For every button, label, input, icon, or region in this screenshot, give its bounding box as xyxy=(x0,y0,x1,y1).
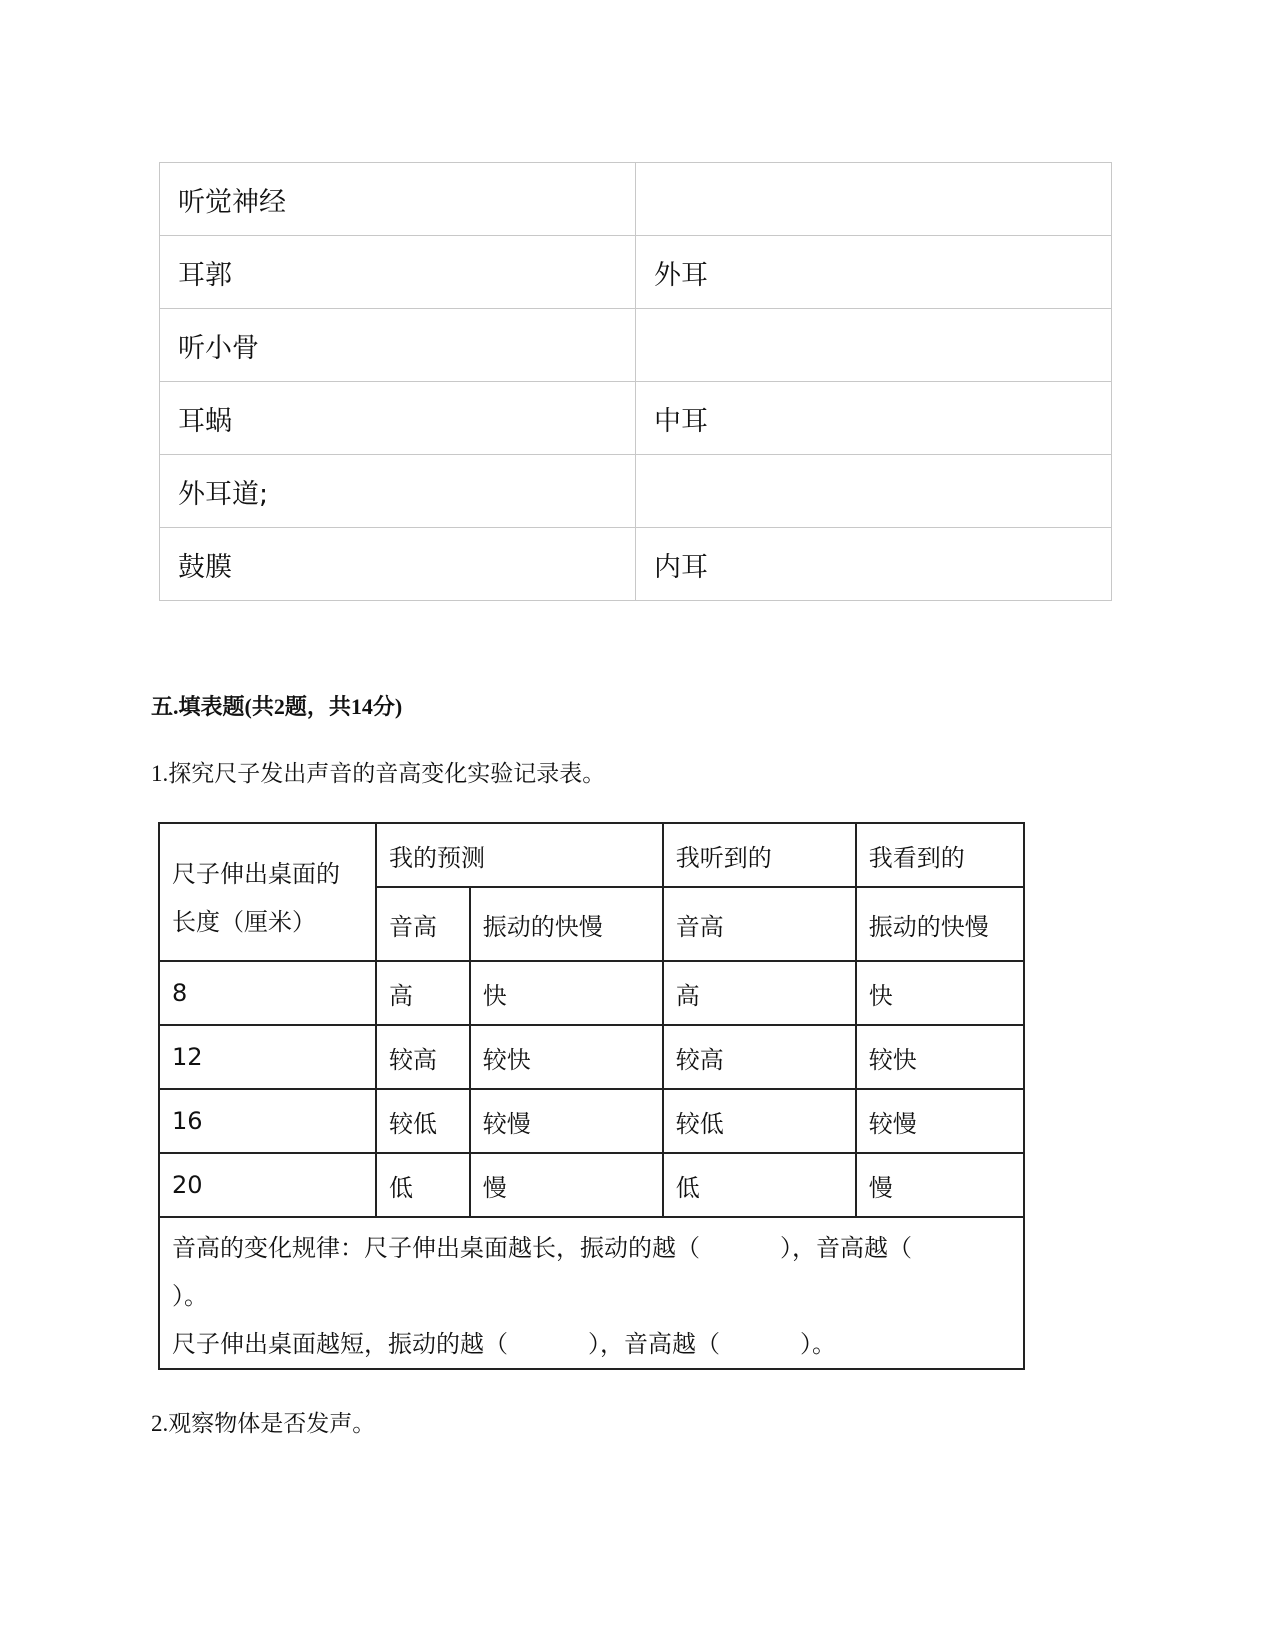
match-left-cell: 外耳道; xyxy=(160,455,636,528)
length-header-line1: 尺子伸出桌面的 xyxy=(172,860,340,888)
match-right-cell: 中耳 xyxy=(636,382,1112,455)
rule-line2-part2: ），音高越（ xyxy=(588,1330,720,1358)
pred-vibration-cell: 较快 xyxy=(470,1025,663,1089)
pred-vibration-cell: 快 xyxy=(470,961,663,1025)
table-row xyxy=(160,163,1112,236)
heard-header: 我听到的 xyxy=(663,823,856,887)
rule-line2-part1: 尺子伸出桌面越短，振动的越（ xyxy=(172,1330,508,1358)
experiment-record-table xyxy=(158,822,1025,1370)
match-left-cell: 鼓膜 xyxy=(160,528,636,601)
seen-vibration-cell: 慢 xyxy=(856,1153,1024,1217)
match-left-cell: 耳郭 xyxy=(160,236,636,309)
table-row xyxy=(160,455,1112,528)
heard-pitch-cell: 较低 xyxy=(663,1089,856,1153)
seen-header: 我看到的 xyxy=(856,823,1024,887)
heard-pitch-cell: 较高 xyxy=(663,1025,856,1089)
heard-pitch-cell: 高 xyxy=(663,961,856,1025)
rule-row xyxy=(159,1217,1024,1369)
pred-pitch-cell: 低 xyxy=(376,1153,470,1217)
pred-pitch-header: 音高 xyxy=(376,887,470,961)
table-row xyxy=(160,382,1112,455)
match-left-cell: 耳蜗 xyxy=(160,382,636,455)
match-right-cell xyxy=(636,455,1112,528)
match-left-cell: 听觉神经 xyxy=(160,163,636,236)
table-row xyxy=(159,1025,1024,1089)
table-row xyxy=(159,961,1024,1025)
table-header-row xyxy=(159,823,1024,887)
match-right-cell xyxy=(636,163,1112,236)
seen-vibration-cell: 快 xyxy=(856,961,1024,1025)
match-right-cell xyxy=(636,309,1112,382)
length-cell: 20 xyxy=(159,1153,376,1217)
pred-vibration-header: 振动的快慢 xyxy=(470,887,663,961)
pitch-rule-cell xyxy=(159,1217,1024,1369)
prediction-header: 我的预测 xyxy=(376,823,663,887)
rule-line1-part2: ），音高越（ xyxy=(780,1234,912,1262)
match-right-cell: 内耳 xyxy=(636,528,1112,601)
match-right-cell: 外耳 xyxy=(636,236,1112,309)
seen-vibration-cell: 较快 xyxy=(856,1025,1024,1089)
table-row xyxy=(159,1089,1024,1153)
pred-vibration-cell: 慢 xyxy=(470,1153,663,1217)
length-cell: 16 xyxy=(159,1089,376,1153)
table-row xyxy=(159,1153,1024,1217)
heard-pitch-cell: 低 xyxy=(663,1153,856,1217)
length-cell: 12 xyxy=(159,1025,376,1089)
length-header xyxy=(159,823,376,961)
pred-vibration-cell: 较慢 xyxy=(470,1089,663,1153)
length-cell: 8 xyxy=(159,961,376,1025)
pred-pitch-cell: 较低 xyxy=(376,1089,470,1153)
match-left-cell: 听小骨 xyxy=(160,309,636,382)
seen-vibration-header: 振动的快慢 xyxy=(856,887,1024,961)
table-row xyxy=(160,528,1112,601)
rule-line1-part3: ）。 xyxy=(172,1282,208,1310)
table-row xyxy=(160,309,1112,382)
rule-line1-part1: 音高的变化规律：尺子伸出桌面越长，振动的越（ xyxy=(172,1234,700,1262)
rule-line2-part3: ）。 xyxy=(800,1330,836,1358)
pred-pitch-cell: 较高 xyxy=(376,1025,470,1089)
seen-vibration-cell: 较慢 xyxy=(856,1089,1024,1153)
table-row xyxy=(160,236,1112,309)
section-heading: 五.填表题(共2题，共14分) xyxy=(151,694,403,719)
question-1: 1.探究尺子发出声音的音高变化实验记录表。 xyxy=(151,761,606,786)
question-2: 2.观察物体是否发声。 xyxy=(151,1411,376,1436)
matching-table xyxy=(159,162,1112,601)
length-header-line2: 长度（厘米） xyxy=(172,908,316,936)
pred-pitch-cell: 高 xyxy=(376,961,470,1025)
heard-pitch-header: 音高 xyxy=(663,887,856,961)
